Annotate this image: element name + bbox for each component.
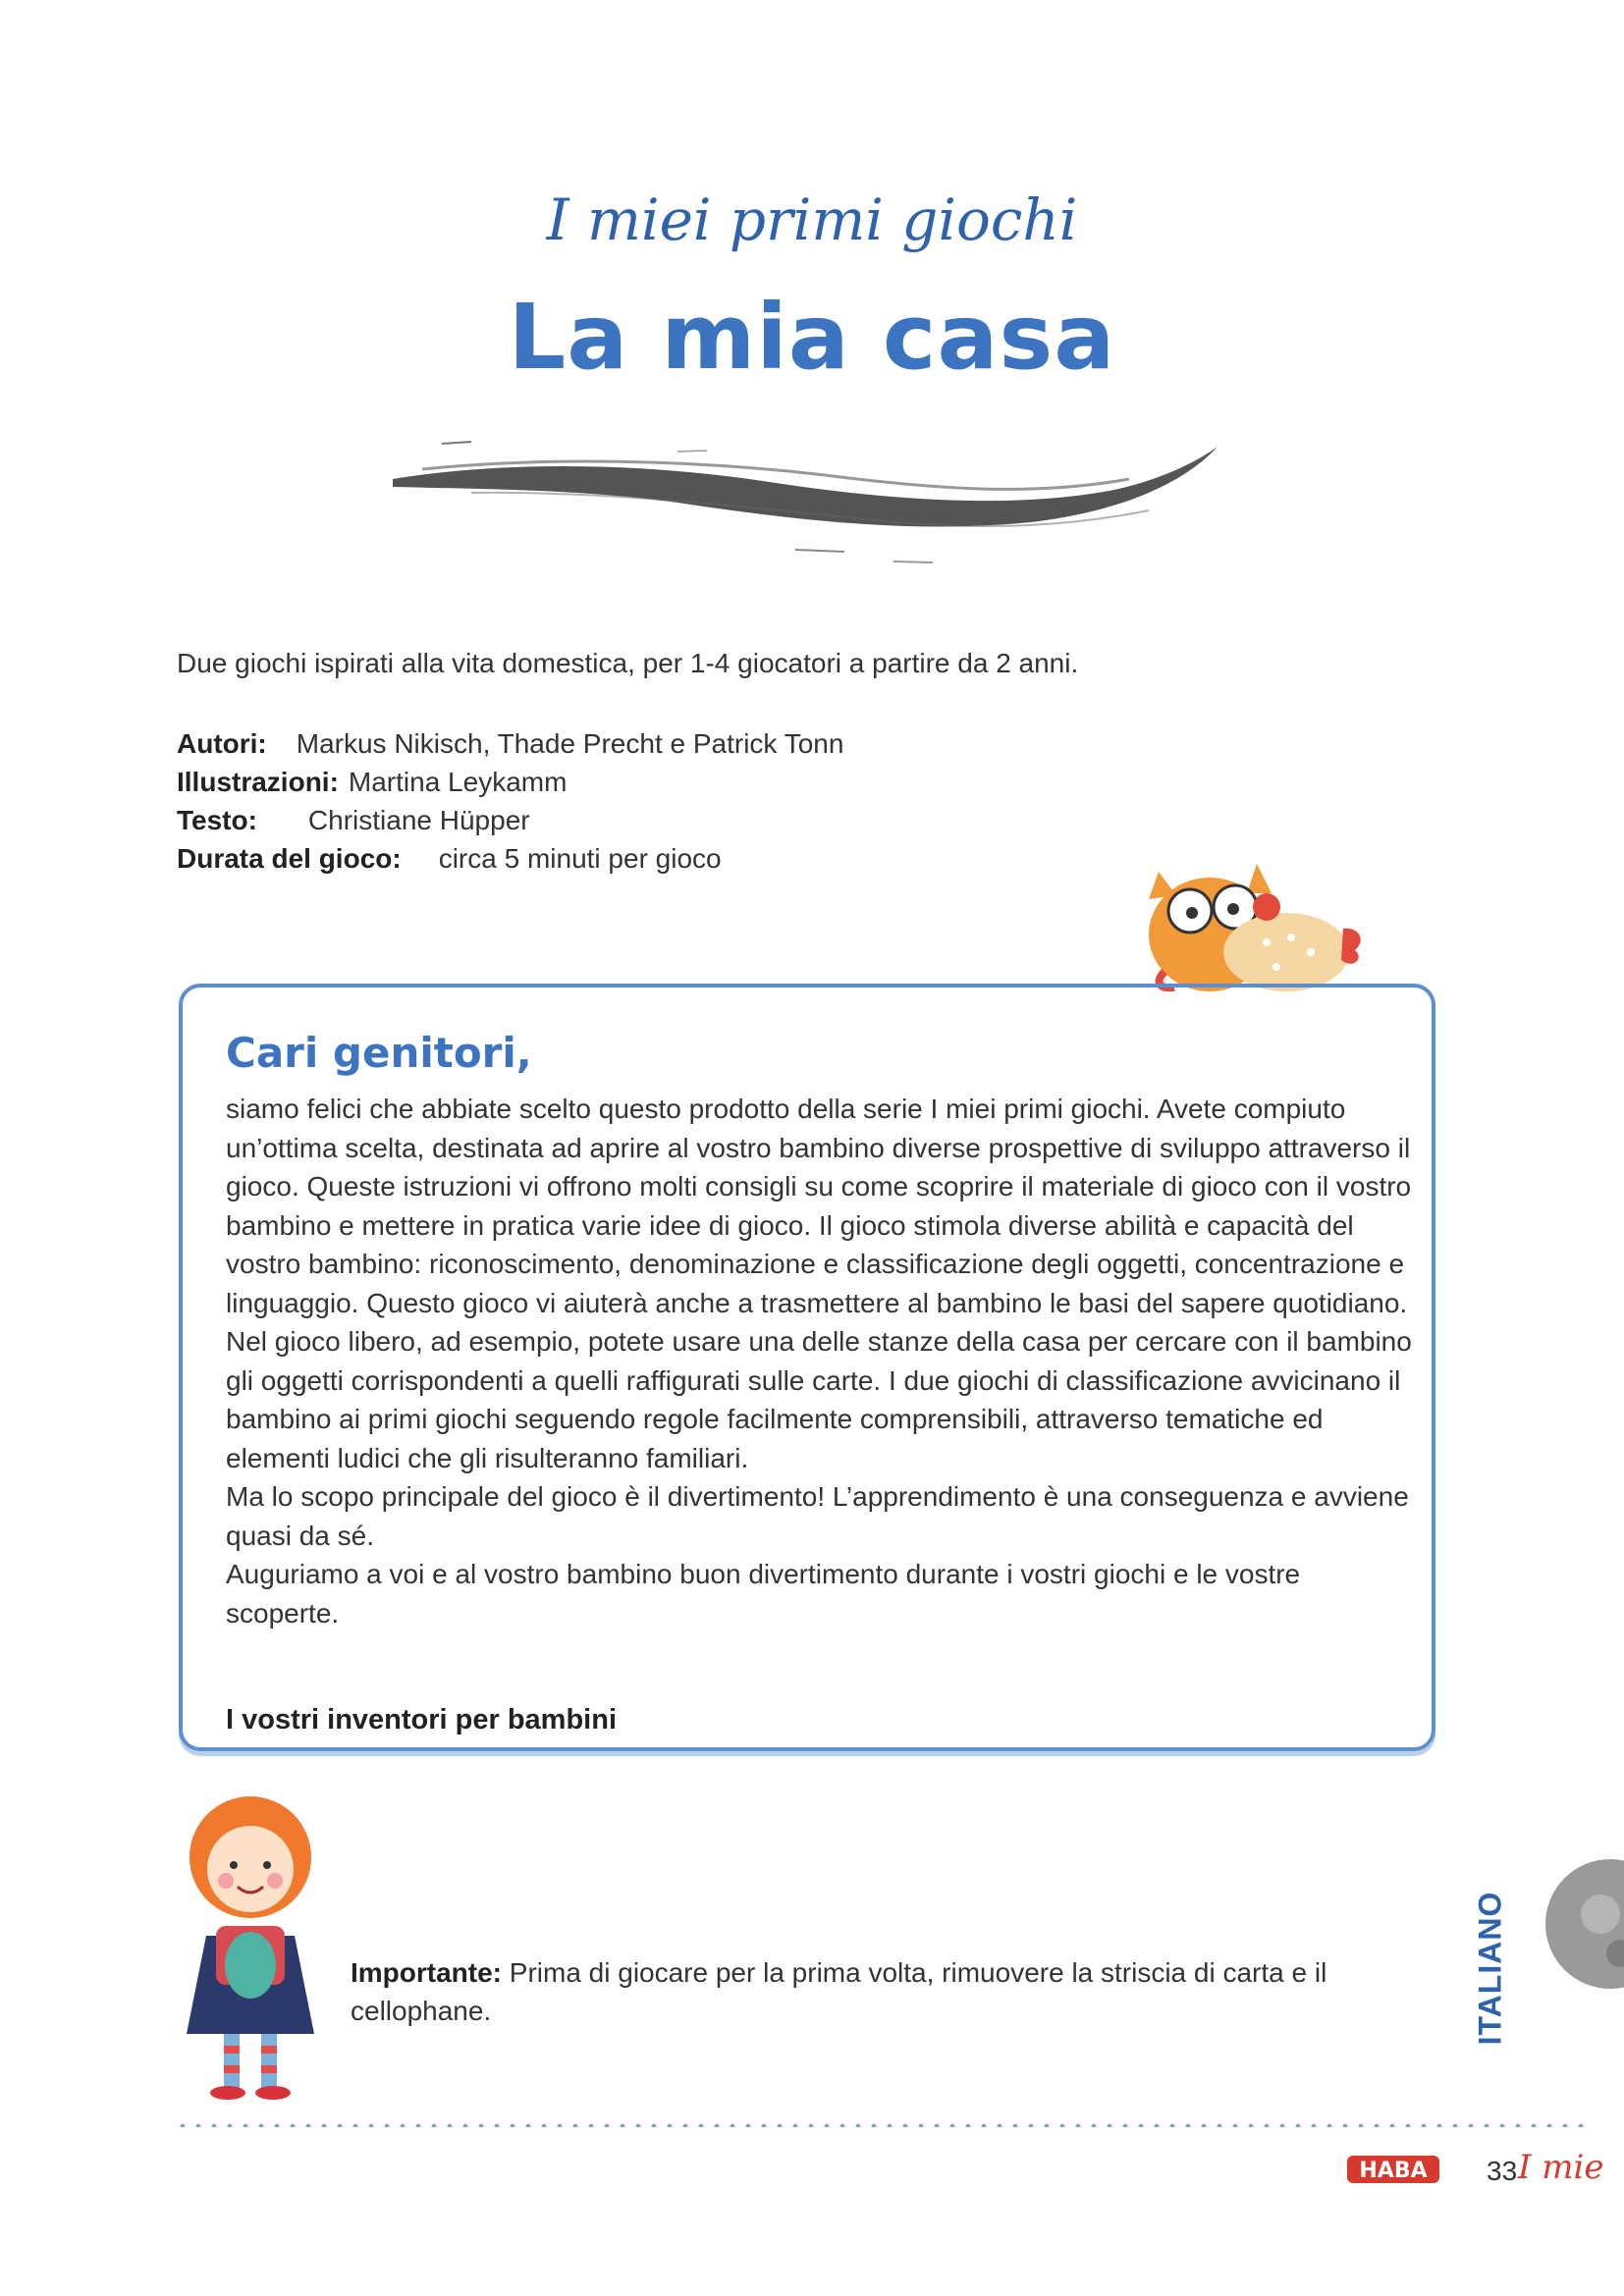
credit-text <box>177 801 843 839</box>
letter-signature: I vostri inventori per bambini <box>226 1704 618 1735</box>
haba-logo <box>1347 2150 1439 2189</box>
credit-duration <box>177 839 843 878</box>
letter-paragraph: siamo felici che abbiate scelto questo prodotto della serie I miei primi giochi. Avete compiuto un’ottima scelta, destinata ad aprire al vostro bambino diverse prospettive di sviluppo attraverso il gioco. Queste istruzioni vi offrono molti consigli su come scoprire il materiale di gioco con il vostro bambino e mettere in pratica varie idee di gioco. Il gioco stimola diverse abilità e capacità del vostro bambino: riconoscimento, denominazione e classificazione degli oggetti, concentrazione e linguaggio. Questo gioco vi aiuterà anche a trasmettere al bambino le basi del sapere quotidiano. <box>226 1094 1412 1318</box>
credit-authors <box>177 724 843 763</box>
letter-paragraph: Auguriamo a voi e al vostro bambino buon divertimento durante i vostri giochi e le vostre scoperte. <box>226 1559 1301 1629</box>
page-number: 33 <box>1487 2156 1518 2186</box>
intro-text: Due giochi ispirati alla vita domestica, per 1-4 giocatori a partire da 2 anni. <box>177 648 1079 678</box>
credit-value: circa 5 minuti per gioco <box>438 843 722 874</box>
letter-paragraph: Nel gioco libero, ad esempio, potete usare una delle stanze della casa per cercare con il bambino gli oggetti corrispondenti a quelli raffigurati sulle carte. I due giochi di classificazione avvicinano il bambino ai primi giochi seguendo regole facilmente comprensibili, attraverso tematiche ed elementi ludici che gli risulteranno familiari. <box>226 1326 1412 1473</box>
letter-heading: Cari genitori, <box>226 1029 532 1077</box>
credit-label: Illustrazioni: <box>177 767 339 797</box>
credit-label: Durata del gioco: <box>177 843 402 874</box>
important-note <box>351 1953 1372 2030</box>
credit-label: Testo: <box>177 805 257 835</box>
grey-circle-decoration <box>1532 1845 1624 2002</box>
girl-with-dinosaur-illustration <box>167 1789 334 2103</box>
credit-value: Martina Leykamm <box>348 767 568 797</box>
credit-label: Autori: <box>177 728 267 759</box>
credit-illustrations <box>177 763 843 801</box>
footer-series-title: I mie <box>1518 2148 1604 2187</box>
credit-value: Markus Nikisch, Thade Precht e Patrick Tonn <box>296 728 844 759</box>
dotted-separator <box>175 2123 1589 2127</box>
series-subtitle: I miei primi giochi <box>546 187 1078 253</box>
svg-text:HABA: HABA <box>1359 2159 1428 2183</box>
owl-and-hen-illustration <box>1119 844 1375 991</box>
letter-body <box>226 1090 1414 1632</box>
letter-paragraph: Ma lo scopo principale del gioco è il divertimento! L’apprendimento è una conseguenza e avviene quasi da sé. <box>226 1481 1409 1551</box>
important-label: Importante: <box>351 1957 502 1988</box>
brush-stroke-decoration <box>383 432 1227 569</box>
credits-block <box>177 724 843 878</box>
language-label: ITALIANO <box>1472 1891 1508 2046</box>
credit-value: Christiane Hüpper <box>307 805 530 835</box>
page-title: La mia casa <box>508 285 1116 390</box>
language-side-tab <box>1461 1880 1520 2056</box>
important-text: Prima di giocare per la prima volta, rimuovere la striscia di carta e il cellophane. <box>351 1957 1327 2026</box>
